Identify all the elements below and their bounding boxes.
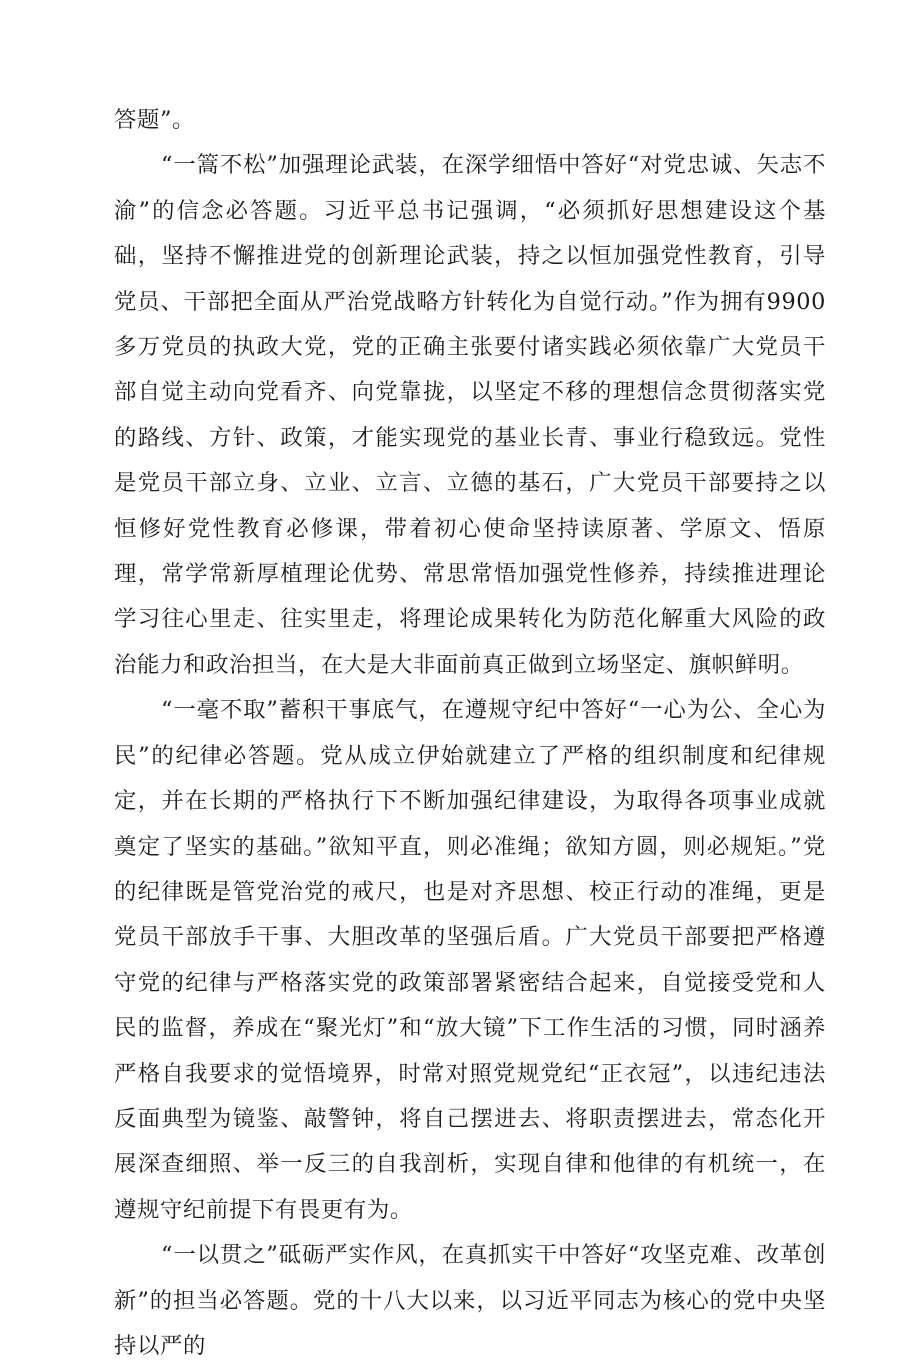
paragraph-work-style: “一以贯之”砥砺严实作风，在真抓实干中答好“攻坚克难、改革创新”的担当必答题。党的十八大以来，以习近平同志为核心的党中央坚持以严的 [114,1242,826,1359]
document-body [114,98,826,1369]
paragraph-theory-armament: “一篙不松”加强理论武装，在深学细悟中答好“对党忠诚、矢志不渝”的信念必答题。习近平总书记强调，“必须抓好思想建设这个基础，坚持不懈推进党的创新理论武装，持之以恒加强党性教育，引导党员、干部把全面从严治党战略方针转化为自觉行动。”作为拥有9900多万党员的执政大党，党的正确主张要付诸实践必须依靠广大党员干部自觉主动向党看齐、向党靠拢，以坚定不移的理想信念贯彻落实党的路线、方针、政策，才能实现党的基业长青、事业行稳致远。党性是党员干部立身、立业、立言、立德的基石，广大党员干部要持之以恒修好党性教育必修课，带着初心使命坚持读原著、学原文、悟原理，常学常新厚植理论优势、常思常悟加强党性修养，持续推进理论学习往心里走、往实里走，将理论成果转化为防范化解重大风险的政治能力和政治担当，在大是大非面前真正做到立场坚定、旗帜鲜明。 [114,152,826,678]
paragraph-continuation: 答题”。 [114,107,196,133]
paragraph-discipline: “一毫不取”蓄积干事底气，在遵规守纪中答好“一心为公、全心为民”的纪律必答题。党从成立伊始就建立了严格的组织制度和纪律规定，并在长期的严格执行下不断加强纪律建设，为取得各项事业成就奠定了坚实的基础。”欲知平直，则必准绳；欲知方圆，则必规矩。”党的纪律既是管党治党的戒尺，也是对齐思想、校正行动的准绳，更是党员干部放手干事、大胆改革的坚强后盾。广大党员干部要把严格遵守党的纪律与严格落实党的政策部署紧密结合起来，自觉接受党和人民的监督，养成在“聚光灯”和“放大镜”下工作生活的习惯，同时涵养严格自我要求的觉悟境界，时常对照党规党纪“正衣冠”，以违纪违法反面典型为镜鉴、敲警钟，将自己摆进去、将职责摆进去，常态化开展深查细照、举一反三的自我剖析，实现自律和他律的有机统一，在遵规守纪前提下有畏更有为。 [114,697,826,1223]
